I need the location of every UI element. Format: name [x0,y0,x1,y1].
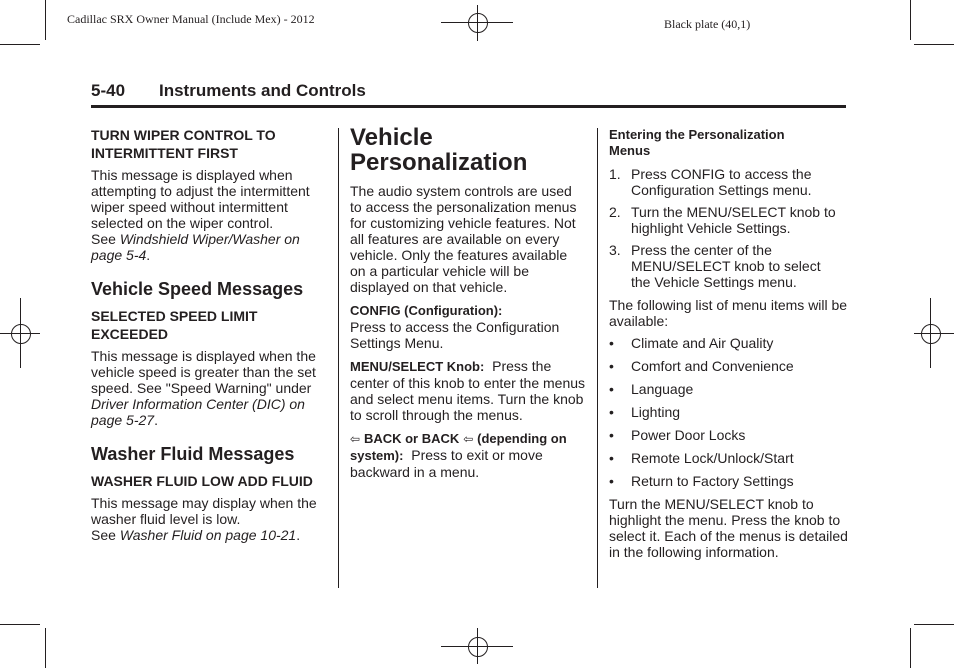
washer-cross-reference: Washer Fluid on page 10-21 [119,527,297,543]
crop-mark [910,628,911,668]
crop-mark [914,624,954,625]
page-number: 5-40 [91,81,126,100]
column-divider [597,128,598,588]
wiper-message-title: TURN WIPER CONTROL TO INTERMITTENT FIRST [91,127,276,161]
washer-message-title: WASHER FLUID LOW ADD FLUID [91,473,313,489]
vehicle-speed-heading: Vehicle Speed Messages [91,279,304,299]
speed-cross-reference: Driver Information Center (DIC) on page 5-27 [91,396,305,428]
section-title: Instruments and Controls [159,81,366,100]
registration-mark-bottom [441,628,513,664]
crop-mark [910,0,911,40]
list-item: • Climate and Air Quality [609,335,774,351]
washer-message-text: This message may display when the washer fluid level is low. See Washer Fluid on page 10-21. [91,495,317,543]
running-header-title: Cadillac SRX Owner Manual (Include Mex) - 2012 [67,12,315,26]
back-label: BACK or BACK [363,431,460,446]
crop-mark [0,624,40,625]
registration-mark-right [914,298,954,368]
crop-mark [45,0,46,40]
column-left [91,126,329,543]
entering-menus-title: Entering the Personalization Menus [609,127,785,158]
list-item: • Language [609,381,694,397]
crop-mark [914,44,954,45]
plate-label: Black plate (40,1) [664,17,751,31]
washer-fluid-heading: Washer Fluid Messages [91,444,295,464]
steps-list [609,166,849,290]
menu-items-list [609,335,849,489]
back-arrow-icon: ⇦ [350,432,361,446]
crop-mark [45,628,46,668]
back-arrow-icon: ⇦ [463,432,474,446]
page-heading [91,81,846,108]
menu-select-label: MENU/SELECT Knob: [350,359,485,374]
menu-items-intro: The following list of menu items will be available: [609,297,848,329]
registration-mark-top [441,5,513,41]
vehicle-personalization-heading: Vehicle Personalization [350,124,528,176]
menu-select-description: MENU/SELECT Knob: Press the center of this knob to enter the menus and select menu items. Turn the knob to scroll through the menus. [350,358,586,423]
list-item: • Comfort and Convenience [609,358,794,374]
back-description: ⇦ BACK or BACK ⇦ (depending on system): Press to exit or move backward in a menu. [350,431,567,480]
closing-paragraph: Turn the MENU/SELECT knob to highlight the menu. Press the knob to select it. Each of the menus is detailed in the following information. [609,496,848,560]
config-description: CONFIG (Configuration): Press to access the Configuration Settings Menu. [350,303,560,351]
speed-message-title: SELECTED SPEED LIMIT EXCEEDED [91,308,258,342]
crop-mark [0,44,40,45]
list-item: • Power Door Locks [609,427,746,443]
speed-message-text: This message is displayed when the vehicle speed is greater than the set speed. See "Speed Warning" under Driver Information Center (DIC) on page 5-27. [91,348,316,428]
registration-mark-left [0,298,40,368]
list-item: • Remote Lock/Unlock/Start [609,450,794,466]
config-label: CONFIG (Configuration): [350,303,503,318]
column-middle [350,125,586,480]
list-item: • Lighting [609,404,681,420]
list-item: • Return to Factory Settings [609,473,794,489]
list-item: 1. Press CONFIG to access the Configuration Settings menu. [609,166,812,198]
list-item: 2. Turn the MENU/SELECT knob to highlight Vehicle Settings. [609,204,836,236]
wiper-message-text: This message is displayed when attempting to adjust the intermittent wiper speed without intermittent selected on the wiper control. See Windshield Wiper/Washer on page 5-4. [91,167,310,263]
column-divider [338,128,339,588]
column-right [609,127,849,560]
wiper-cross-reference: Windshield Wiper/Washer on page 5-4 [91,231,300,263]
list-item: 3. Press the center of the MENU/SELECT knob to select the Vehicle Settings menu. [609,242,821,290]
personalization-intro: The audio system controls are used to access the personalization menus for customizing vehicle features. Not all features are available on every vehicle. Only the features available on a particular vehicle will be displayed on that vehicle. [350,183,577,295]
